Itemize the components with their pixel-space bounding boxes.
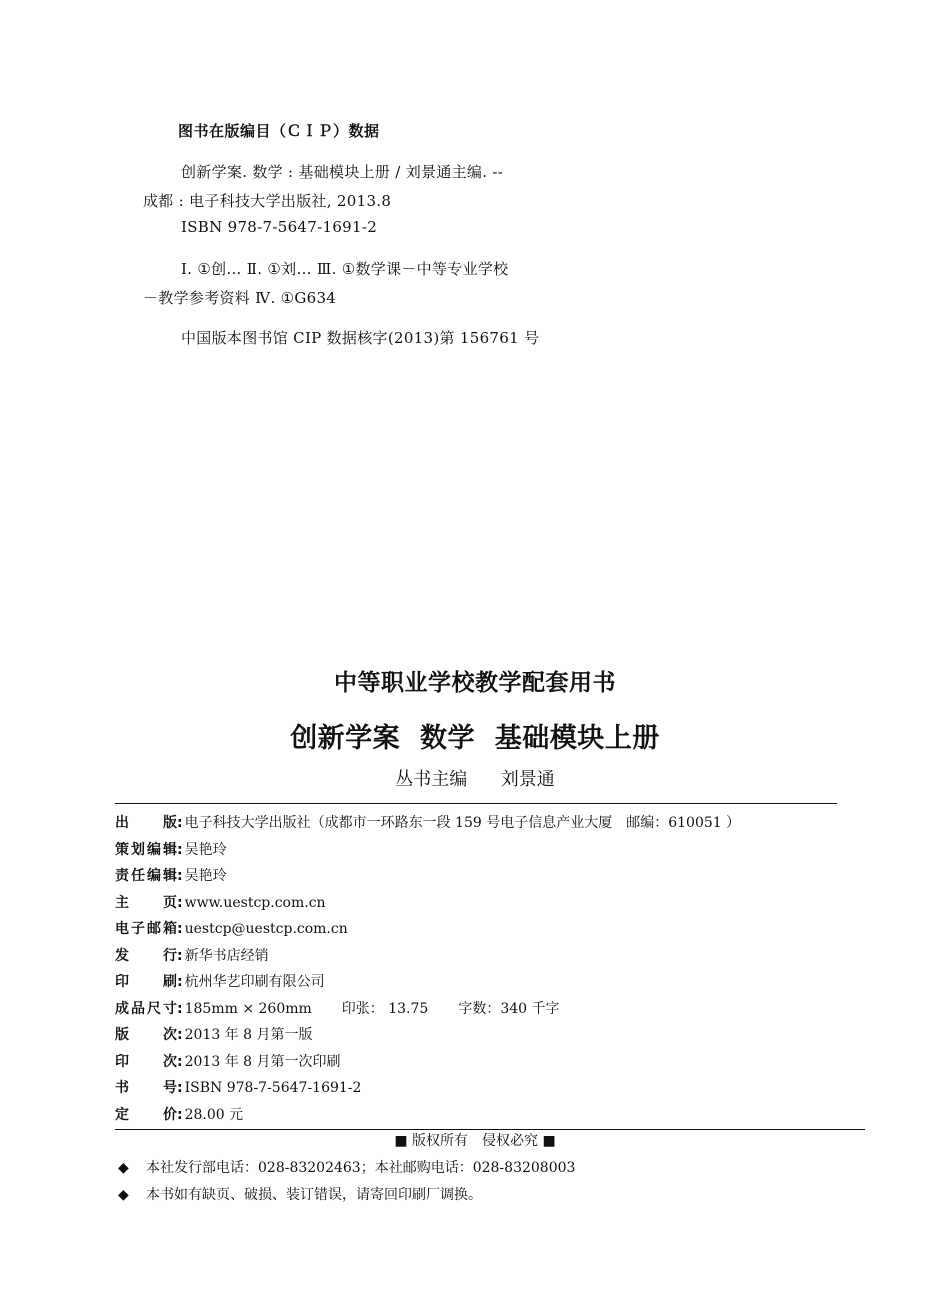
info-label: 出版 [115,815,177,831]
info-word-count: 字数：340 千字 [458,1001,560,1017]
info-value: 28.00 元 [184,1107,244,1123]
info-value: www.uestcp.com.cn [184,895,326,911]
info-row-edition: 版次 : 2013 年 8 月第一版 [115,1024,313,1044]
info-row-planning-editor: 策划编辑 : 吴艳玲 [115,839,227,859]
diamond-bullet-icon: ◆ [118,1187,129,1203]
info-value: ISBN 978-7-5647-1691-2 [184,1080,362,1096]
info-sheets: 印张： 13.75 [341,1001,429,1017]
info-label: 发行 [115,948,177,964]
diamond-bullet-icon: ◆ [118,1160,129,1176]
series-title: 中等职业学校教学配套用书 [334,670,616,696]
info-label: 成品尺寸 [115,1001,177,1017]
info-value: 吴艳玲 [184,842,227,858]
cip-title: 图书在版编目（ＣＩＰ）数据 [178,122,380,140]
note-phone [118,1157,575,1177]
series-editor-name: 刘景通 [500,769,555,790]
info-row-printing: 印刷 : 杭州华艺印刷有限公司 [115,971,325,991]
info-row-homepage: 主页 : www.uestcp.com.cn [115,892,326,912]
info-value: 2013 年 8 月第一次印刷 [184,1054,341,1070]
info-row-distribution: 发行 : 新华书店经销 [115,945,269,965]
info-value: 杭州华艺印刷有限公司 [184,974,325,990]
info-value: uestcp@uestcp.com.cn [184,921,348,937]
info-value: 185mm × 260mm [184,1001,312,1017]
info-label: 责任编辑 [115,868,177,884]
info-row-responsible-editor: 责任编辑 : 吴艳玲 [115,865,227,885]
cip-line-5: －教学参考资料 Ⅳ. ①G634 [143,289,337,307]
note-text: 本书如有缺页、破损、装订错误，请寄回印刷厂调换。 [146,1187,482,1203]
info-row-isbn: 书号 : ISBN 978-7-5647-1691-2 [115,1077,361,1097]
info-value: 吴艳玲 [184,868,227,884]
cip-line-1: 创新学案. 数学 : 基础模块上册 / 刘景通主编. -- [181,163,504,181]
cip-line-4: Ⅰ. ①创… Ⅱ. ①刘… Ⅲ. ①数学课－中等专业学校 [181,260,509,278]
info-row-price: 定价 : 28.00 元 [115,1104,243,1124]
copyright-notice: ■ 版权所有 侵权必究 ■ [394,1133,556,1149]
info-label: 印刷 [115,974,177,990]
info-row-email: 电子邮箱 : uestcp@uestcp.com.cn [115,918,348,938]
top-rule [115,803,837,804]
note-replacement [118,1184,482,1204]
info-label: 主页 [115,895,177,911]
info-label: 书号 [115,1080,177,1096]
info-label: 电子邮箱 [115,921,177,937]
cip-isbn: ISBN 978-7-5647-1691-2 [181,218,378,236]
book-title: 创新学案 数学 基础模块上册 [290,723,660,754]
cip-line-2: 成都 : 电子科技大学出版社, 2013.8 [143,192,392,210]
note-text: 本社发行部电话：028-83202463；本社邮购电话：028-83208003 [146,1160,576,1176]
info-value: 电子科技大学出版社（成都市一环路东一段 159 号电子信息产业大厦 邮编：610051 ） [184,815,741,831]
series-editor [0,765,950,791]
series-editor-label: 丛书主编 [395,769,468,790]
info-value: 2013 年 8 月第一版 [184,1027,313,1043]
info-value: 新华书店经销 [184,948,269,964]
info-label: 印次 [115,1054,177,1070]
info-row-impression: 印次 : 2013 年 8 月第一次印刷 [115,1051,341,1071]
info-label: 定价 [115,1107,177,1123]
info-label: 策划编辑 [115,842,177,858]
cip-record-number: 中国版本图书馆 CIP 数据核字(2013)第 156761 号 [181,329,540,347]
info-row-publisher: 出版 : 电子科技大学出版社（成都市一环路东一段 159 号电子信息产业大厦 邮编：610051 ） [115,812,740,832]
info-label: 版次 [115,1027,177,1043]
info-row-size: 成品尺寸 : 185mm × 260mm 印张： 13.75 字数：340 千字 [115,998,560,1018]
